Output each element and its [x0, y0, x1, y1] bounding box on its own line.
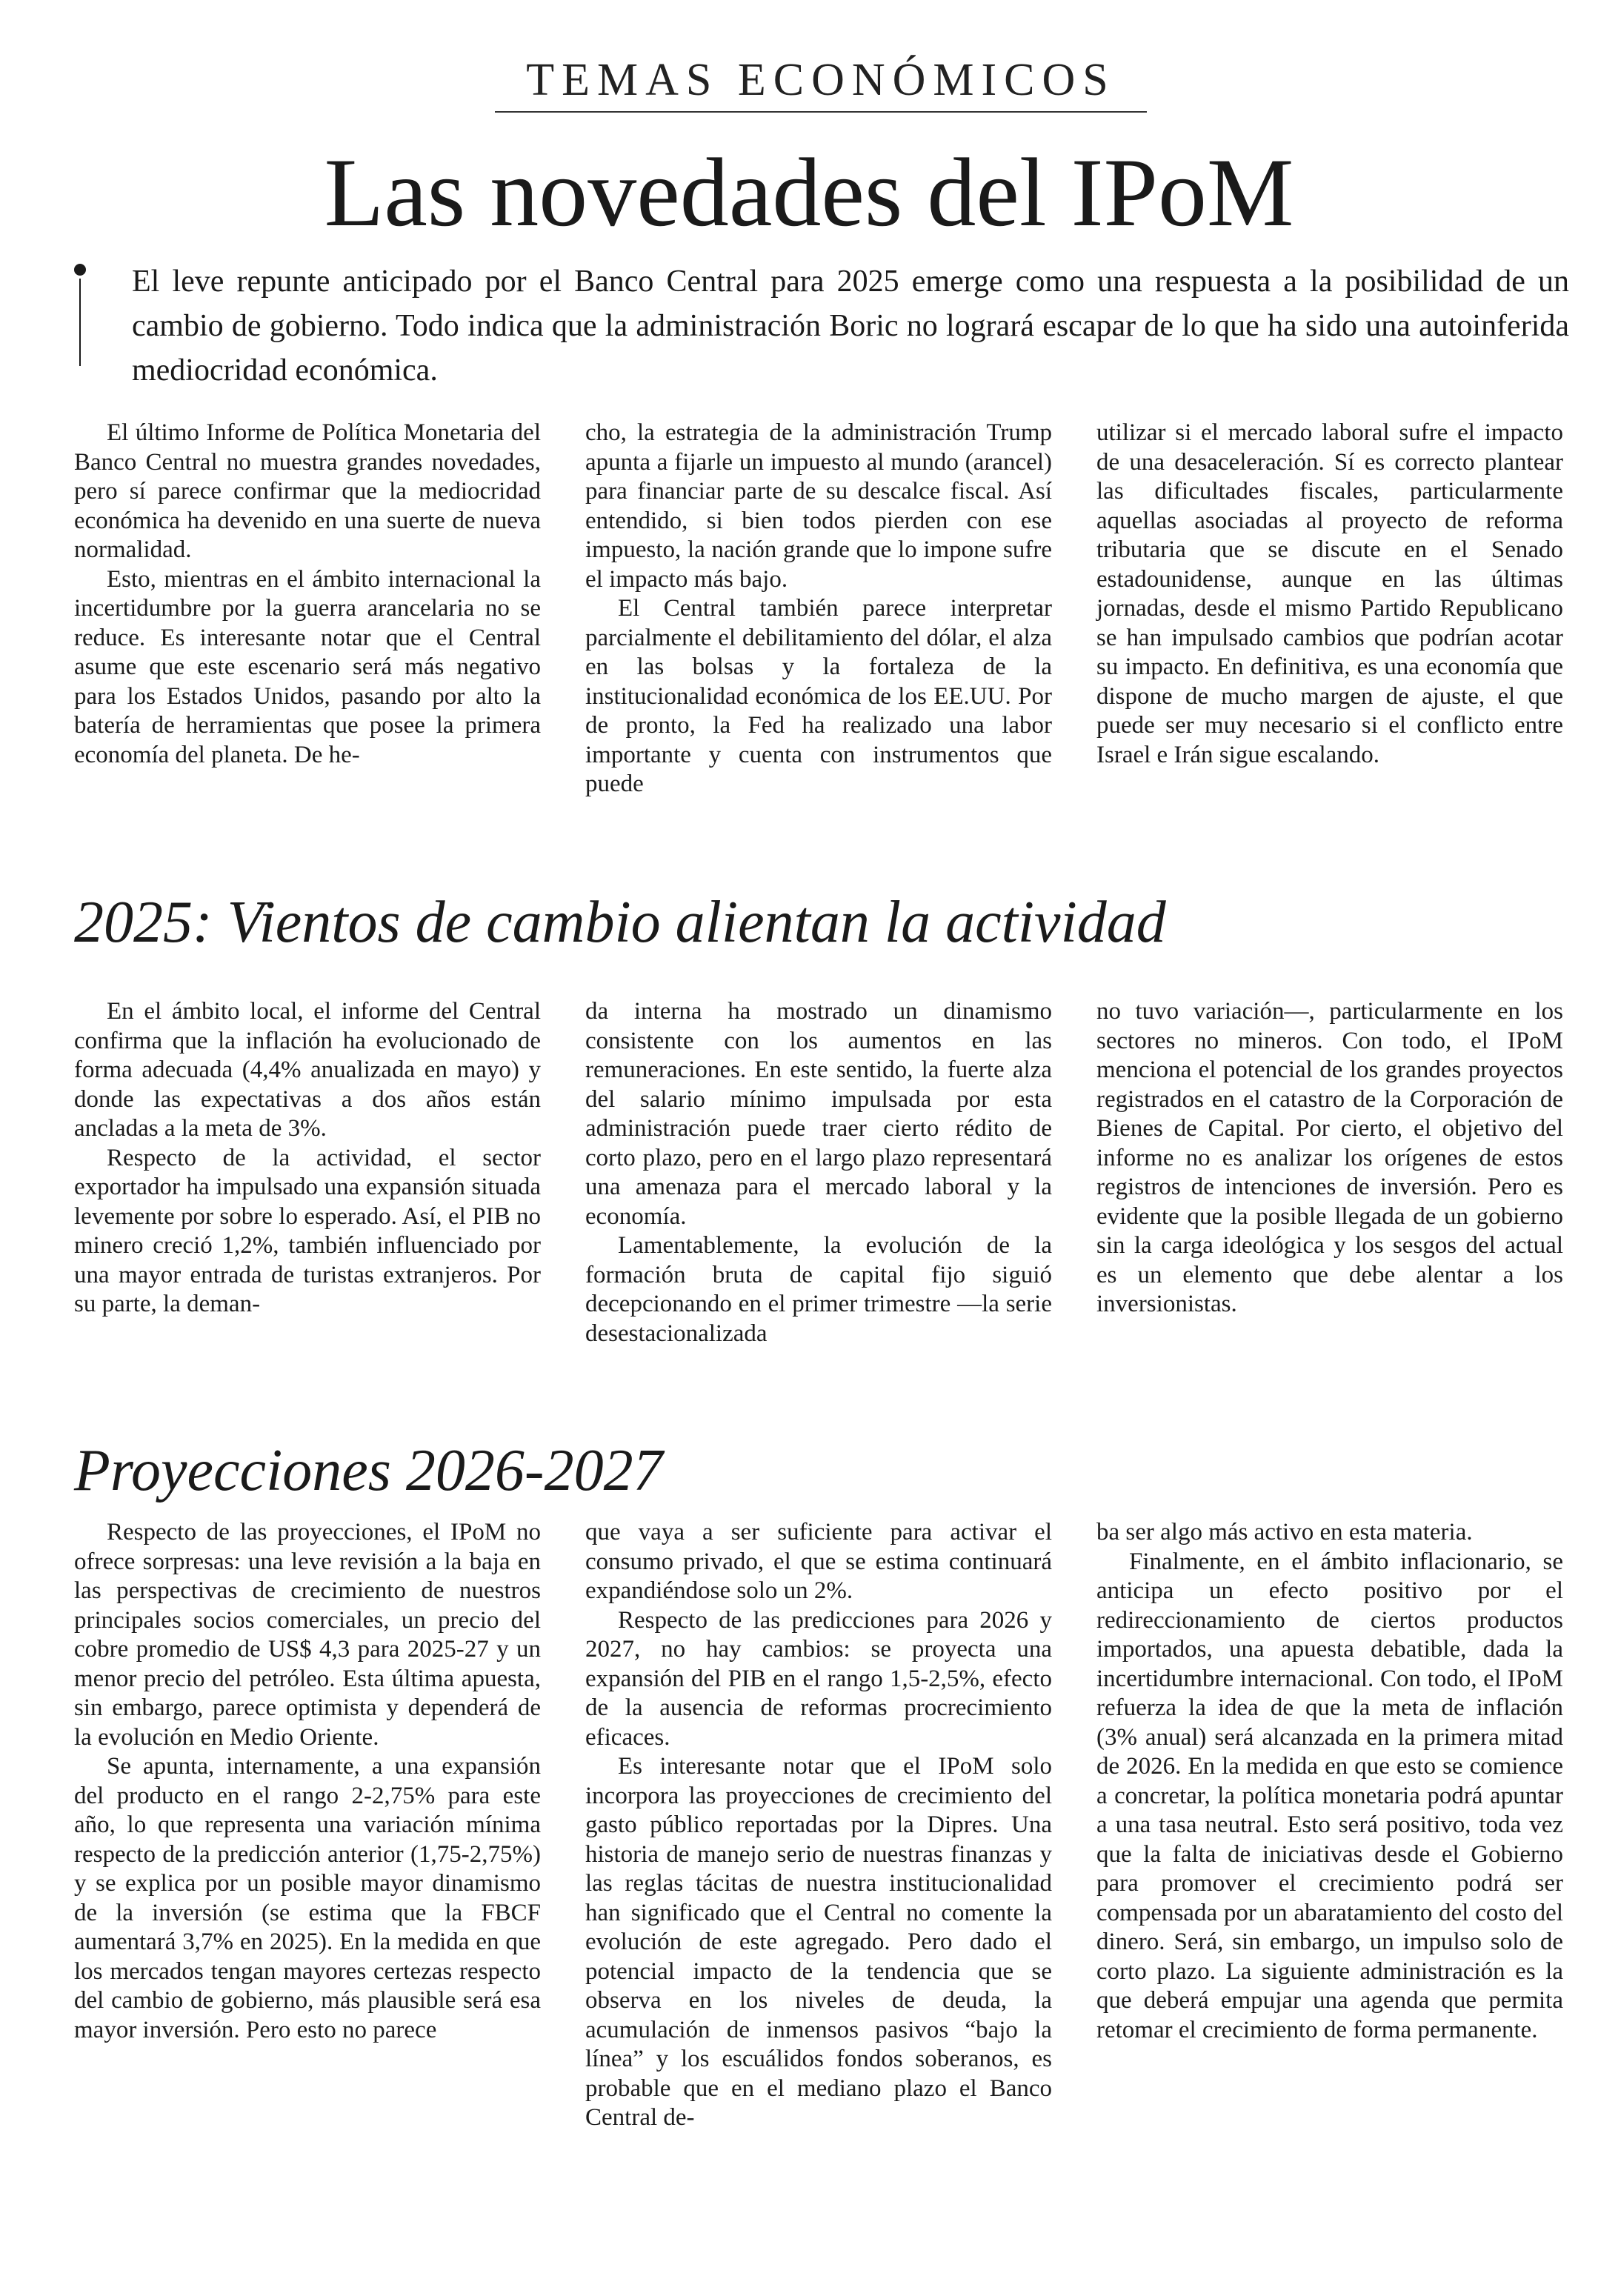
paragraph: Esto, mientras en el ámbito internacional la incertidumbre por la guerra arancelaria no se reduce. Es interesante notar que el Central asume que este escenario será más negativo para los Estados Unidos, pasando por alto la batería de herramientas que posee la primera economía del planeta. De he- — [74, 565, 541, 768]
section2-column-2 — [585, 997, 1052, 1348]
section1-column-2 — [585, 419, 1052, 799]
paragraph: En el ámbito local, el informe del Central confirma que la inflación ha evolucionado de forma adecuada (4,4% anualizada en mayo) y donde las expectativas a dos años están ancladas a la meta de 3%. — [74, 998, 541, 1142]
section2-column-1 — [74, 997, 541, 1320]
subhead-2025: 2025: Vientos de cambio alientan la actividad — [74, 890, 1166, 955]
paragraph: Es interesante notar que el IPoM solo incorpora las proyecciones de crecimiento del gasto público reportadas por la Dipres. Una historia de manejo serio de nuestras finanzas y las reglas tácitas de nuestra institucionalidad han significado que el Central no comente la evolución de este agregado. Pero dado el potencial impacto de la tendencia que se observa en los niveles de deuda, la acumulación de inmensos pasivos “bajo la línea” y los escuálidos fondos soberanos, es probable que en el mediano plazo el Banco Central de- — [585, 1753, 1052, 2131]
paragraph: El último Informe de Política Monetaria del Banco Central no muestra grandes novedades, pero sí parece confirmar que la mediocridad económica ha devenido en una suerte de nueva normalidad. — [74, 419, 541, 563]
paragraph: no tuvo variación—, particularmente en los sectores no mineros. Con todo, el IPoM menciona el potencial de los grandes proyectos registrados en el catastro de la Corporación de Bienes de Capital. Por cierto, el objetivo del informe no es analizar los orígenes de estos registros de intenciones de inversión. Pero es evidente que la posible llegada de un gobierno sin la carga ideológica y los sesgos del actual es un elemento que debe alentar a los inversionistas. — [1096, 998, 1563, 1317]
kicker-rule — [495, 111, 1147, 113]
section1-column-3 — [1096, 419, 1563, 770]
section2-column-3 — [1096, 997, 1563, 1320]
paragraph: utilizar si el mercado laboral sufre el impacto de una desaceleración. Sí es correcto plantear las dificultades fiscales, particularmente aquellas asociadas al proyecto de reforma tributaria que se discute en el Senado estadounidense, aunque en las últimas jornadas, desde el mismo Partido Republicano se han impulsado cambios que podrían acotar su impacto. En definitiva, es una economía que dispone de mucho margen de ajuste, el que puede ser muy necesario si el conflicto entre Israel e Irán sigue escalando. — [1096, 419, 1563, 768]
paragraph: El Central también parece interpretar parcialmente el debilitamiento del dólar, el alza en las bolsas y la fortaleza de la institucionalidad económica de los EE.UU. Por de pronto, la Fed ha realizado una labor importante y cuenta con instrumentos que puede — [585, 595, 1052, 797]
section-kicker: TEMAS ECONÓMICOS — [526, 55, 1116, 105]
paragraph: Respecto de las proyecciones, el IPoM no ofrece sorpresas: una leve revisión a la baja en las perspectivas de crecimiento de nuestros principales socios comerciales, un precio del cobre promedio de US$ 4,3 para 2025-27 y un menor precio del petróleo. Esta última apuesta, sin embargo, parece optimista y dependerá de la evolución en Medio Oriente. — [74, 1519, 541, 1751]
lede: El leve repunte anticipado por el Banco Central para 2025 emerge como una respuesta a la posibilidad de un cambio de gobierno. Todo indica que la administración Boric no logrará escapar de lo que ha sido una autoinferida mediocridad económica. — [132, 264, 1569, 387]
paragraph: Finalmente, en el ámbito inflacionario, se anticipa un efecto positivo por el redireccionamiento de ciertos productos importados, una apuesta debatible, dada la incertidumbre internacional. Con todo, el IPoM refuerza la idea de que la meta de inflación (3% anual) será alcanzada en la primera mitad de 2026. En la medida en que esto se comience a concretar, la política monetaria podrá apuntar a una tasa neutral. Esto será positivo, toda vez que la falta de iniciativas desde el Gobierno para promover el crecimiento podrá ser compensada por un abaratamiento del costo del dinero. Será, sin embargo, un impulso solo de corto plazo. La siguiente administración es la que deberá empujar una agenda que permita retomar el crecimiento de forma permanente. — [1096, 1548, 1563, 2043]
paragraph: ba ser algo más activo en esta materia. — [1096, 1519, 1473, 1545]
subhead-proyecciones: Proyecciones 2026-2027 — [74, 1438, 663, 1503]
section3-column-1 — [74, 1518, 541, 2045]
paragraph: Lamentablemente, la evolución de la formación bruta de capital fijo siguió decepcionando en el primer trimestre —la serie desestacionalizada — [585, 1232, 1052, 1347]
section1-column-1 — [74, 419, 541, 770]
section3-column-2 — [585, 1518, 1052, 2133]
paragraph: Respecto de la actividad, el sector exportador ha impulsado una expansión situada levemente por sobre lo esperado. Así, el PIB no minero creció 1,2%, también influenciado por una mayor entrada de turistas extranjeros. Por su parte, la deman- — [74, 1144, 541, 1317]
lede-marker-icon — [74, 264, 86, 367]
paragraph: que vaya a ser suficiente para activar el consumo privado, el que se estima continuará expandiéndose solo un 2%. — [585, 1519, 1052, 1604]
paragraph: da interna ha mostrado un dinamismo consistente con los aumentos en las remuneraciones. En este sentido, la fuerte alza del salario mínimo impulsada por esta administración puede traer cierto rédito de corto plazo, pero en el largo plazo representará una amenaza para el mercado laboral y la economía. — [585, 998, 1052, 1230]
headline: Las novedades del IPoM — [324, 138, 1294, 247]
paragraph: Se apunta, internamente, a una expansión del producto en el rango 2-2,75% para este año, lo que representa una variación mínima respecto de la predicción anterior (1,75-2,75%) y se explica por un posible mayor dinamismo de la inversión (se estima que la FBCF aumentará 3,7% en 2025). En la medida en que los mercados tengan mayores certezas respecto del cambio de gobierno, más plausible será esa mayor inversión. Pero esto no parece — [74, 1753, 541, 2043]
section3-column-3 — [1096, 1518, 1563, 2045]
paragraph: Respecto de las predicciones para 2026 y 2027, no hay cambios: se proyecta una expansión del PIB en el rango 1,5-2,5%, efecto de la ausencia de reformas procrecimiento eficaces. — [585, 1606, 1052, 1751]
paragraph: cho, la estrategia de la administración Trump apunta a fijarle un impuesto al mundo (arancel) para financiar parte de su descalce fiscal. Así entendido, si bien todos pierden con ese impuesto, la nación grande que lo impone sufre el impacto más bajo. — [585, 419, 1052, 593]
